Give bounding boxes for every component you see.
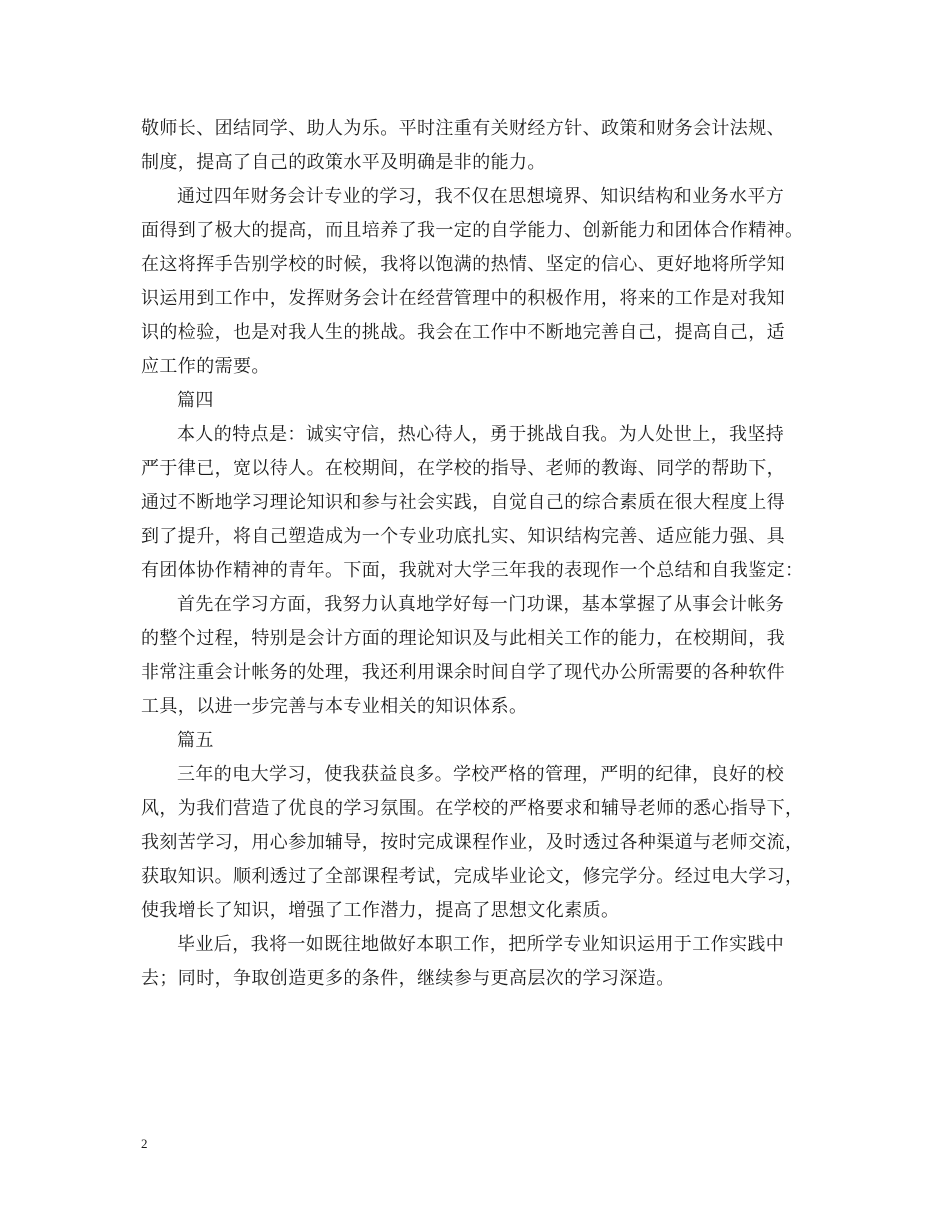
text-line: 我刻苦学习，用心参加辅导，按时完成课程作业，及时透过各种渠道与老师交流， (141, 832, 804, 853)
text-line: 非常注重会计帐务的处理，我还利用课余时间自学了现代办公所需要的各种软件 (141, 662, 785, 683)
text-line: 敬师长、团结同学、助人为乐。平时注重有关财经方针、政策和财务会计法规、 (141, 118, 785, 139)
text-line: 首先在学习方面，我努力认真地学好每一门功课，基本掌握了从事会计帐务 (177, 594, 785, 615)
text-line: 去；同时，争取创造更多的条件，继续参与更高层次的学习深造。 (141, 968, 675, 989)
text-line: 工具，以进一步完善与本专业相关的知识体系。 (141, 696, 528, 717)
text-line: 毕业后，我将一如既往地做好本职工作，把所学专业知识运用于工作实践中 (177, 934, 785, 955)
text-line: 获取知识。顺利透过了全部课程考试，完成毕业论文，修完学分。经过电大学习， (141, 866, 804, 887)
text-line: 通过四年财务会计专业的学习，我不仅在思想境界、知识结构和业务水平方 (177, 186, 785, 207)
text-line: 识运用到工作中，发挥财务会计在经营管理中的积极作用，将来的工作是对我知 (141, 288, 785, 309)
document-body (141, 112, 821, 996)
text-line: 面得到了极大的提高，而且培养了我一定的自学能力、创新能力和团体合作精神。 (141, 220, 804, 241)
text-line: 严于律已，宽以待人。在校期间，在学校的指导、老师的教诲、同学的帮助下， (141, 458, 785, 479)
text-line: 应工作的需要。 (141, 356, 270, 377)
text-line: 篇五 (177, 730, 214, 751)
text-line: 风，为我们营造了优良的学习氛围。在学校的严格要求和辅导老师的悉心指导下， (141, 798, 804, 819)
text-line: 到了提升，将自己塑造成为一个专业功底扎实、知识结构完善、适应能力强、具 (141, 526, 785, 547)
text-line: 在这将挥手告别学校的时候，我将以饱满的热情、坚定的信心、更好地将所学知 (141, 254, 785, 275)
text-line: 有团体协作精神的青年。下面，我就对大学三年我的表现作一个总结和自我鉴定： (141, 560, 804, 581)
text-line: 使我增长了知识，增强了工作潜力，提高了思想文化素质。 (141, 900, 620, 921)
text-line: 识的检验，也是对我人生的挑战。我会在工作中不断地完善自己，提高自己，适 (141, 322, 785, 343)
text-line: 三年的电大学习，使我获益良多。学校严格的管理，严明的纪律，良好的校 (177, 764, 785, 785)
text-line: 篇四 (177, 390, 214, 411)
text-line: 的整个过程，特别是会计方面的理论知识及与此相关工作的能力，在校期间，我 (141, 628, 785, 649)
page-number: 2 (141, 1136, 148, 1151)
text-line: 本人的特点是：诚实守信，热心待人，勇于挑战自我。为人处世上，我坚持 (177, 424, 785, 445)
text-line: 制度，提高了自己的政策水平及明确是非的能力。 (141, 152, 546, 173)
text-line: 通过不断地学习理论知识和参与社会实践，自觉自己的综合素质在很大程度上得 (141, 492, 785, 513)
